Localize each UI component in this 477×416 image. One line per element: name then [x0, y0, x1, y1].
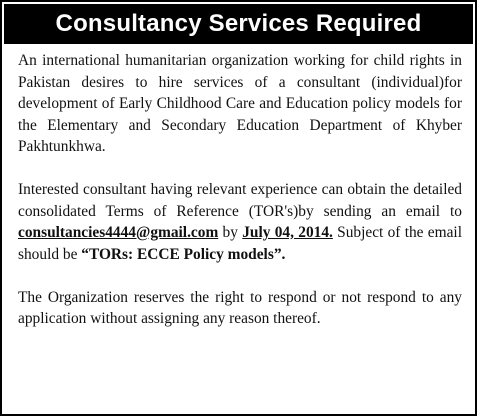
email-address[interactable]: consultancies4444@gmail.com	[18, 224, 219, 241]
paragraph-disclaimer: The Organization reserves the right to respond or not respond to any application without assigning any reason thereof.	[18, 288, 462, 327]
email-subject: “TORs: ECCE Policy models”.	[81, 245, 286, 263]
instructions-by: by	[218, 224, 243, 241]
paragraph-intro: An international humanitarian organization working for child rights in Pakistan desires to hire services of a consultant (individual)for development of Early Childhood Care and Education policy models for the Elementary and Secondary Education Department of Khyber Pakhtunkhwa.	[18, 52, 462, 155]
subject-lead: Subject of the email should be	[18, 224, 462, 263]
instructions-lead: Interested consultant having relevant experience can obtain the detailed consolidated Terms of Reference (TOR's)by sending an email to	[18, 181, 462, 220]
deadline-date: July 04, 2014.	[242, 224, 333, 241]
ad-title: Consultancy Services Required	[4, 4, 473, 44]
paragraph-instructions	[18, 179, 462, 265]
ad-body	[18, 50, 462, 330]
